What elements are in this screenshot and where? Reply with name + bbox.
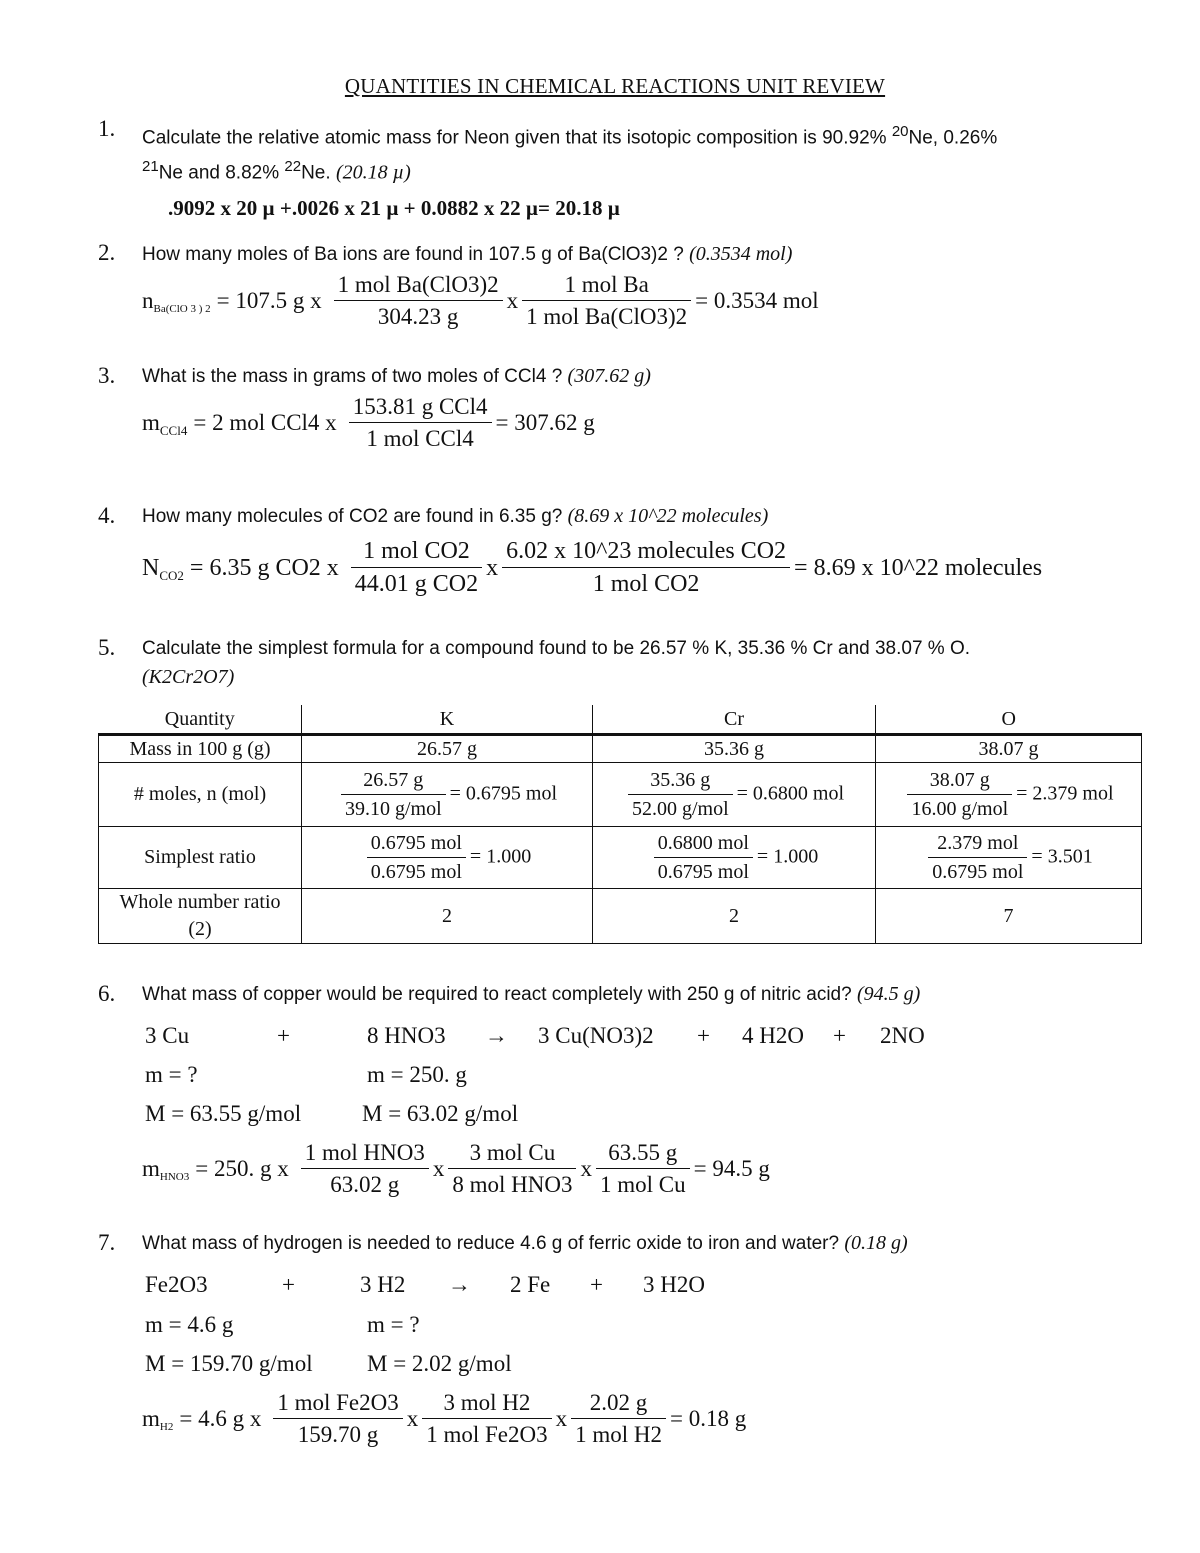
question-4-answer: (8.69 x 10^22 molecules) — [567, 505, 769, 527]
reaction-arrow: → — [448, 1272, 471, 1297]
question-7-number: 7. — [98, 1230, 116, 1255]
table-row-label: Mass in 100 g (g) — [99, 735, 302, 763]
table-header-cell: Cr — [593, 705, 876, 735]
product-copper-nitrate: 3 Cu(NO3)2 — [538, 1023, 654, 1048]
mass-copper: m = ? — [145, 1062, 198, 1087]
molar-mass-nitric-acid: M = 63.02 g/mol — [362, 1101, 519, 1126]
table-cell: 2 — [593, 889, 876, 944]
question-7-answer: (0.18 g) — [844, 1232, 908, 1254]
question-5-number: 5. — [98, 635, 116, 660]
table-row-label: Whole number ratio (2) — [99, 889, 302, 944]
reactant-copper: 3 Cu — [145, 1023, 190, 1048]
mass-ferric-oxide: m = 4.6 g — [145, 1312, 234, 1337]
plus-sign: + — [590, 1272, 603, 1297]
table-row — [99, 827, 1142, 889]
question-5-answer: (K2Cr2O7) — [142, 666, 235, 688]
question-3-text: What is the mass in grams of two moles of CCl4 ? (307.62 g) — [142, 365, 651, 387]
table-cell: $\frac{\text{0.6800 mol}}{\text{0.6795 mol}}$ = 1.000 — [593, 827, 876, 889]
page-title: QUANTITIES IN CHEMICAL REACTIONS UNIT REVIEW — [344, 74, 886, 98]
question-6-equation: m $_{HNO3}$ = 250. g x $\frac{\text{1 mol HNO3}}{63.02 g}$ x $\frac{\text{3 mol Cu}}{\text{8 mol HNO3}}$ x $\frac{63.55 g}{\text{1 mol Cu}}$ = 94.5 g — [142, 1140, 770, 1197]
question-6-answer: (94.5 g) — [856, 983, 921, 1005]
question-2-number: 2. — [98, 240, 116, 265]
question-7-equation: m $_{H2}$ = 4.6 g x $\frac{\text{1 mol Fe2O3}}{159.70 g}$ x $\frac{\text{3 mol H2}}{\text{1 mol Fe2O3}}$ x $\frac{2.02 g}{\text{1 mol H2}}$ = 0.18 g — [142, 1390, 747, 1447]
question-2-equation: n $_{Ba(ClO 3 ) 2}$ = 107.5 g x $\frac{\text{1 mol Ba(ClO3)2}}{304.23 g}$ x $\frac{\text{1 mol Ba}}{\text{1 mol Ba(ClO3)2}}$ = 0.3534 mol — [142, 272, 819, 329]
table-cell: $\frac{\text{0.6795 mol}}{\text{0.6795 mol}}$ = 1.000 — [302, 827, 593, 889]
reactant-hydrogen: 3 H2 — [360, 1272, 406, 1297]
table-cell: 35.36 g — [593, 735, 876, 763]
question-2-text: How many moles of Ba ions are found in 107.5 g of Ba(ClO3)2 ? (0.3534 mol) — [142, 243, 793, 265]
reactant-ferric-oxide: Fe2O3 — [145, 1272, 208, 1297]
table-header-cell: K — [302, 705, 593, 735]
question-4-text: How many molecules of CO2 are found in 6.35 g? (8.69 x 10^22 molecules) — [142, 505, 769, 527]
mass-nitric-acid: m = 250. g — [367, 1062, 467, 1087]
plus-sign: + — [277, 1023, 290, 1048]
product-water: 3 H2O — [643, 1272, 705, 1297]
reactant-nitric-acid: 8 HNO3 — [367, 1023, 446, 1048]
plus-sign: + — [282, 1272, 295, 1297]
question-1-work: .9092 x 20 µ +.0026 x 21 µ + 0.0882 x 22 µ= 20.18 µ — [168, 196, 620, 220]
question-3-answer: (307.62 g) — [567, 365, 651, 387]
question-5-text: Calculate the simplest formula for a compound found to be 26.57 % K, 35.36 % Cr and 38.07 % O. (K2Cr2O7) — [142, 638, 971, 688]
table-cell: 2 — [302, 889, 593, 944]
table-header-row — [99, 705, 1142, 735]
table-row-label: # moles, n (mol) — [99, 763, 302, 827]
question-4-equation: N $_{CO2}$ = 6.35 g CO2 x $\frac{\text{1 mol CO2}}{\text{44.01 g CO2}}$ x $\frac{\text{6.02 x 10\textasciicircum{}23 molecules CO2}}{\text{1 mol CO2}}$ = 8.69 x 10^22 molecules — [142, 538, 1043, 597]
table-cell: 38.07 g — [876, 735, 1142, 763]
table-header-cell: O — [876, 705, 1142, 735]
table-cell: $\frac{38.07 g}{\text{16.00 g/mol}}$ = 2.379 mol — [876, 763, 1142, 827]
product-water: 4 H2O — [742, 1023, 804, 1048]
simplest-formula-table — [98, 705, 1142, 944]
question-3-equation: m $_{CCl4}$ = 2 mol CCl4 x $\frac{\text{153.81 g CCl4}}{\text{1 mol CCl4}}$ = 307.62 g — [142, 394, 595, 451]
question-1-text: Calculate the relative atomic mass for Neon given that its isotopic composition is 90.92% $^{20}$Ne, 0.26% $^{21}$Ne and 8.82% $^{22}$Ne. (20.18 µ) — [142, 123, 998, 184]
question-3-number: 3. — [98, 363, 116, 388]
table-cell: 7 — [876, 889, 1142, 944]
question-1-number: 1. — [98, 116, 116, 141]
table-cell: $\frac{26.57 g}{\text{39.10 g/mol}}$ = 0.6795 mol — [302, 763, 593, 827]
question-7-text: What mass of hydrogen is needed to reduce 4.6 g of ferric oxide to iron and water? (0.18 g) — [142, 1232, 908, 1254]
table-row — [99, 763, 1142, 827]
table-cell: 26.57 g — [302, 735, 593, 763]
table-row — [99, 735, 1142, 763]
molar-mass-hydrogen: M = 2.02 g/mol — [367, 1351, 512, 1376]
plus-sign: + — [697, 1023, 710, 1048]
mass-hydrogen: m = ? — [367, 1312, 420, 1337]
question-1-answer: (20.18 µ) — [335, 161, 411, 184]
question-4-number: 4. — [98, 503, 116, 528]
reaction-arrow: → — [485, 1023, 508, 1048]
question-6-number: 6. — [98, 981, 116, 1006]
molar-mass-copper: M = 63.55 g/mol — [145, 1101, 302, 1126]
question-6-text: What mass of copper would be required to react completely with 250 g of nitric acid? (94.5 g) — [142, 983, 921, 1005]
table-row — [99, 889, 1142, 944]
product-iron: 2 Fe — [510, 1272, 551, 1297]
table-row-label: Simplest ratio — [99, 827, 302, 889]
molar-mass-ferric-oxide: M = 159.70 g/mol — [145, 1351, 313, 1376]
table-cell: $\frac{\text{2.379 mol}}{\text{0.6795 mol}}$ = 3.501 — [876, 827, 1142, 889]
table-header-cell: Quantity — [99, 705, 302, 735]
plus-sign: + — [833, 1023, 846, 1048]
product-nitric-oxide: 2NO — [880, 1023, 925, 1048]
question-2-answer: (0.3534 mol) — [689, 243, 793, 265]
table-cell: $\frac{35.36 g}{\text{52.00 g/mol}}$ = 0.6800 mol — [593, 763, 876, 827]
